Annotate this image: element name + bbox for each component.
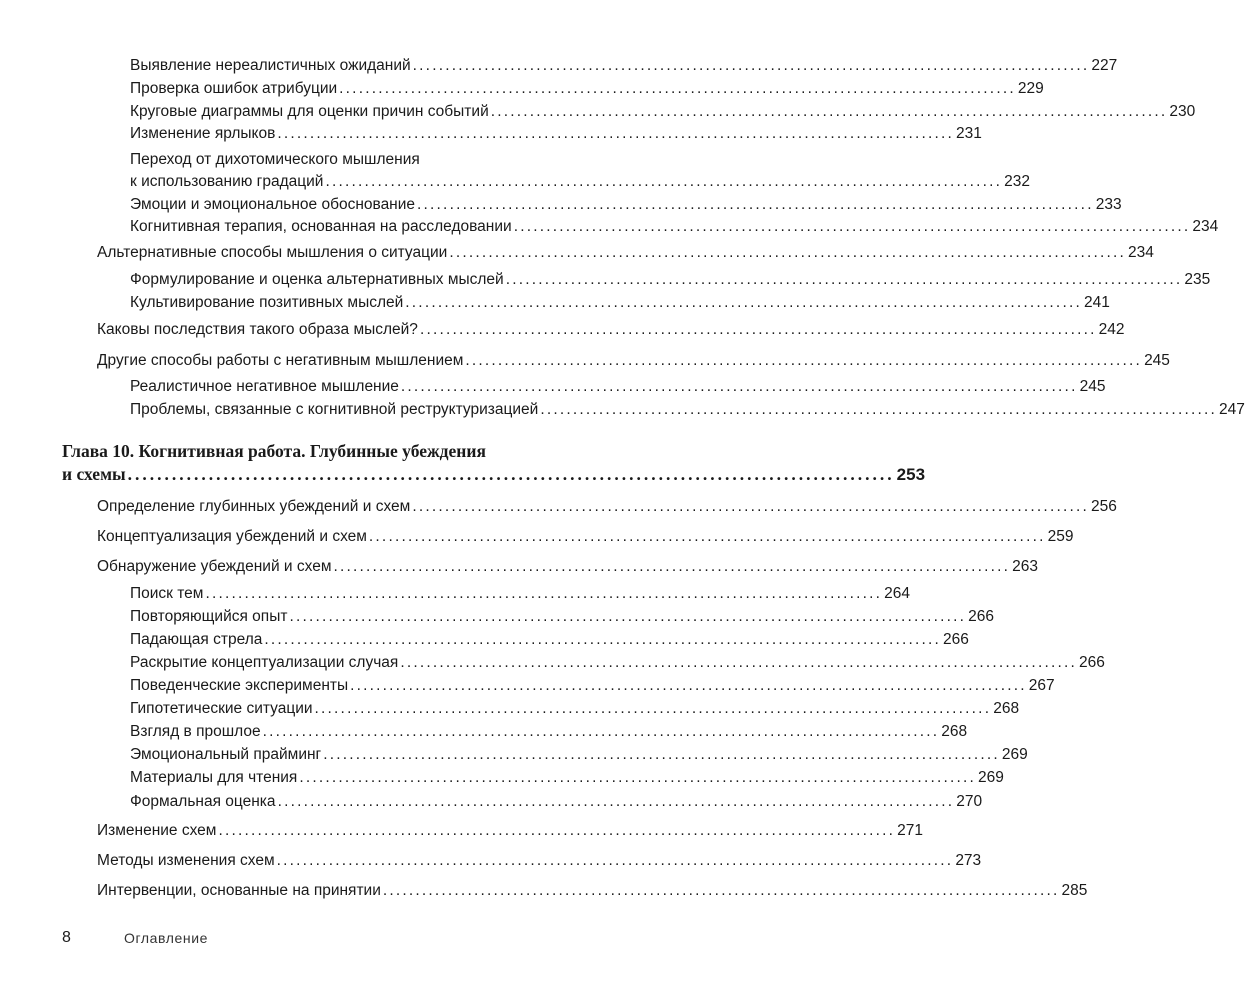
toc-entry-title: Гипотетические ситуации [130, 700, 313, 717]
toc-entry[interactable] [97, 881, 1088, 901]
toc-entry[interactable] [130, 195, 1122, 215]
toc-page-number: 234 [1192, 218, 1219, 235]
toc-entry[interactable] [130, 722, 968, 742]
toc-page-number: 245 [1144, 352, 1170, 369]
toc-page-number: 264 [884, 585, 911, 602]
toc-entry[interactable] [97, 821, 923, 841]
toc-entry[interactable] [130, 584, 911, 604]
toc-page-number: 247 [1218, 401, 1245, 418]
toc-entry[interactable] [97, 557, 1039, 577]
leader-dots: ........................................................................................................ [314, 700, 992, 717]
toc-entry-title: Раскрытие концептуализации случая [130, 654, 399, 671]
leader-dots: ........................................................................................................ [276, 852, 954, 869]
toc-entry-title[interactable]: Переход от дихотомического мышления [130, 151, 420, 168]
toc-entry-title: Повторяющийся опыт [130, 608, 288, 625]
toc-entry-title: Проблемы, связанные с когнитивной реструктуризацией [130, 401, 539, 418]
leader-dots: ........................................................................................................ [513, 218, 1191, 235]
chapter-title-continued: и схемы [62, 464, 126, 484]
toc-entry-title: Другие способы работы с негативным мышлением [97, 352, 464, 369]
toc-entry-title: Эмоциональный прайминг [130, 746, 322, 763]
toc-entry-chapter[interactable] [62, 464, 926, 485]
toc-entry-title: Культивирование позитивных мыслей [130, 294, 404, 311]
leader-dots: ........................................................................................................ [205, 585, 883, 602]
toc-entry-title: Материалы для чтения [130, 769, 298, 786]
toc-entry-title: Проверка ошибок атрибуции [130, 80, 338, 97]
toc-entry[interactable] [97, 527, 1074, 547]
leader-dots: ........................................................................................................ [540, 401, 1217, 418]
leader-dots: ........................................................................................................ [262, 723, 940, 740]
toc-page-number: 253 [896, 465, 926, 484]
toc-page-number: 285 [1061, 882, 1088, 899]
toc-page-number: 267 [1028, 677, 1055, 694]
toc-entry[interactable] [130, 124, 982, 144]
leader-dots: ........................................................................................................ [333, 558, 1011, 575]
toc-entry-title: Изменение схем [97, 822, 217, 839]
toc-entry-title: Эмоции и эмоциональное обоснование [130, 196, 416, 213]
toc-page-number: 234 [1128, 244, 1154, 261]
leader-dots: ........................................................................................................ [218, 822, 896, 839]
leader-dots: ........................................................................................................ [505, 271, 1183, 288]
toc-entry-title: Формальная оценка [130, 793, 276, 810]
leader-dots: ........................................................................................................ [277, 125, 954, 142]
toc-page-number: 227 [1091, 57, 1118, 74]
toc-entry-title: Взгляд в прошлое [130, 723, 261, 740]
toc-entry[interactable] [130, 400, 1245, 420]
toc-entry[interactable] [97, 351, 1170, 371]
toc-entry[interactable] [130, 270, 1211, 290]
leader-dots: ........................................................................................................ [417, 196, 1094, 213]
leader-dots: ........................................................................................................ [419, 321, 1097, 338]
toc-entry-title: Альтернативные способы мышления о ситуации [97, 244, 448, 261]
leader-dots: ........................................................................................................ [449, 244, 1126, 261]
toc-page-number: 235 [1184, 271, 1211, 288]
toc-entry-title: Методы изменения схем [97, 852, 275, 869]
toc-entry[interactable] [97, 497, 1117, 517]
toc-entry-title: Выявление нереалистичных ожиданий [130, 57, 411, 74]
toc-page-number: 266 [968, 608, 994, 625]
toc-entry-title: Поведенческие эксперименты [130, 677, 349, 694]
toc-entry[interactable] [130, 699, 1020, 719]
leader-dots: ........................................................................................................ [490, 103, 1168, 120]
toc-page-number: 245 [1079, 378, 1106, 395]
toc-entry[interactable] [130, 745, 1028, 765]
toc-page-number: 269 [1001, 746, 1028, 763]
toc-entry-title: Обнаружение убеждений и схем [97, 558, 332, 575]
footer-page-number: 8 [62, 929, 71, 946]
toc-entry[interactable] [130, 768, 1004, 788]
toc-entry-title: Падающая стрела [130, 631, 263, 648]
toc-entry-title: Каковы последствия такого образа мыслей? [97, 321, 418, 338]
toc-entry[interactable] [97, 320, 1125, 340]
toc-page-number: 273 [955, 852, 982, 869]
toc-page-number: 266 [943, 631, 969, 648]
leader-dots: ........................................................................................................ [412, 57, 1090, 74]
toc-entry-title: Когнитивная терапия, основанная на расследовании [130, 218, 512, 235]
toc-entry[interactable] [130, 217, 1219, 237]
leader-dots: ........................................................................................................ [264, 631, 942, 648]
leader-dots: ........................................................................................................ [289, 608, 967, 625]
leader-dots: ........................................................................................................ [323, 746, 1000, 763]
toc-page-number: 232 [1004, 173, 1030, 190]
leader-dots: ........................................................................................................ [382, 882, 1060, 899]
toc-page-number: 268 [993, 700, 1020, 717]
leader-dots: ........................................................................................................ [277, 793, 955, 810]
toc-page-number: 269 [978, 769, 1004, 786]
toc-entry[interactable] [97, 243, 1154, 263]
toc-entry[interactable] [130, 293, 1110, 313]
leader-dots: ........................................................................................................ [127, 464, 895, 484]
toc-entry[interactable] [130, 792, 983, 812]
toc-entry[interactable] [130, 630, 969, 650]
leader-dots: ........................................................................................................ [299, 769, 976, 786]
toc-page-number: 230 [1169, 103, 1196, 120]
toc-entry-title: Определение глубинных убеждений и схем [97, 498, 411, 515]
toc-entry[interactable] [130, 56, 1118, 76]
leader-dots: ........................................................................................................ [400, 378, 1078, 395]
toc-entry[interactable] [97, 851, 982, 871]
toc-entry[interactable] [130, 79, 1044, 99]
toc-page-number: 233 [1095, 196, 1122, 213]
toc-entry-title: Формулирование и оценка альтернативных мыслей [130, 271, 504, 288]
toc-page-number: 268 [941, 723, 968, 740]
leader-dots: ........................................................................................................ [339, 80, 1016, 97]
toc-page-number: 271 [897, 822, 923, 839]
toc-entry-title: Концептуализация убеждений и схем [97, 528, 367, 545]
leader-dots: ........................................................................................................ [350, 677, 1027, 694]
leader-dots: ........................................................................................................ [405, 294, 1082, 311]
toc-page-number: 263 [1012, 558, 1039, 575]
leader-dots: ........................................................................................................ [465, 352, 1143, 369]
toc-entry-title: Интервенции, основанные на принятии [97, 882, 381, 899]
toc-page-number: 266 [1078, 654, 1105, 671]
toc-page-number: 241 [1083, 294, 1110, 311]
leader-dots: ........................................................................................................ [412, 498, 1089, 515]
toc-page-number: 229 [1017, 80, 1044, 97]
toc-page-number: 270 [956, 793, 983, 810]
toc-page-number: 231 [956, 125, 982, 142]
leader-dots: ........................................................................................................ [368, 528, 1046, 545]
toc-entry-title: Реалистичное негативное мышление [130, 378, 399, 395]
toc-entry[interactable] [130, 653, 1105, 673]
chapter-title[interactable]: Глава 10. Когнитивная работа. Глубинные убеждения [62, 441, 486, 461]
toc-entry[interactable] [130, 377, 1106, 397]
leader-dots: ........................................................................................................ [400, 654, 1077, 671]
toc-entry[interactable] [130, 102, 1196, 122]
toc-entry[interactable] [130, 607, 994, 627]
footer-section-title: Оглавление [124, 930, 209, 946]
toc-entry-title-continued: к использованию градаций [130, 173, 324, 190]
toc-entry-title: Изменение ярлыков [130, 125, 276, 142]
toc-entry[interactable] [130, 676, 1055, 696]
toc-page-number: 256 [1090, 498, 1117, 515]
toc-entry-title: Круговые диаграммы для оценки причин событий [130, 103, 489, 120]
toc-entry[interactable] [130, 172, 1030, 192]
toc-page-number: 242 [1098, 321, 1125, 338]
toc-page-number: 259 [1047, 528, 1074, 545]
toc-entry-title: Поиск тем [130, 585, 204, 602]
leader-dots: ........................................................................................................ [325, 173, 1003, 190]
